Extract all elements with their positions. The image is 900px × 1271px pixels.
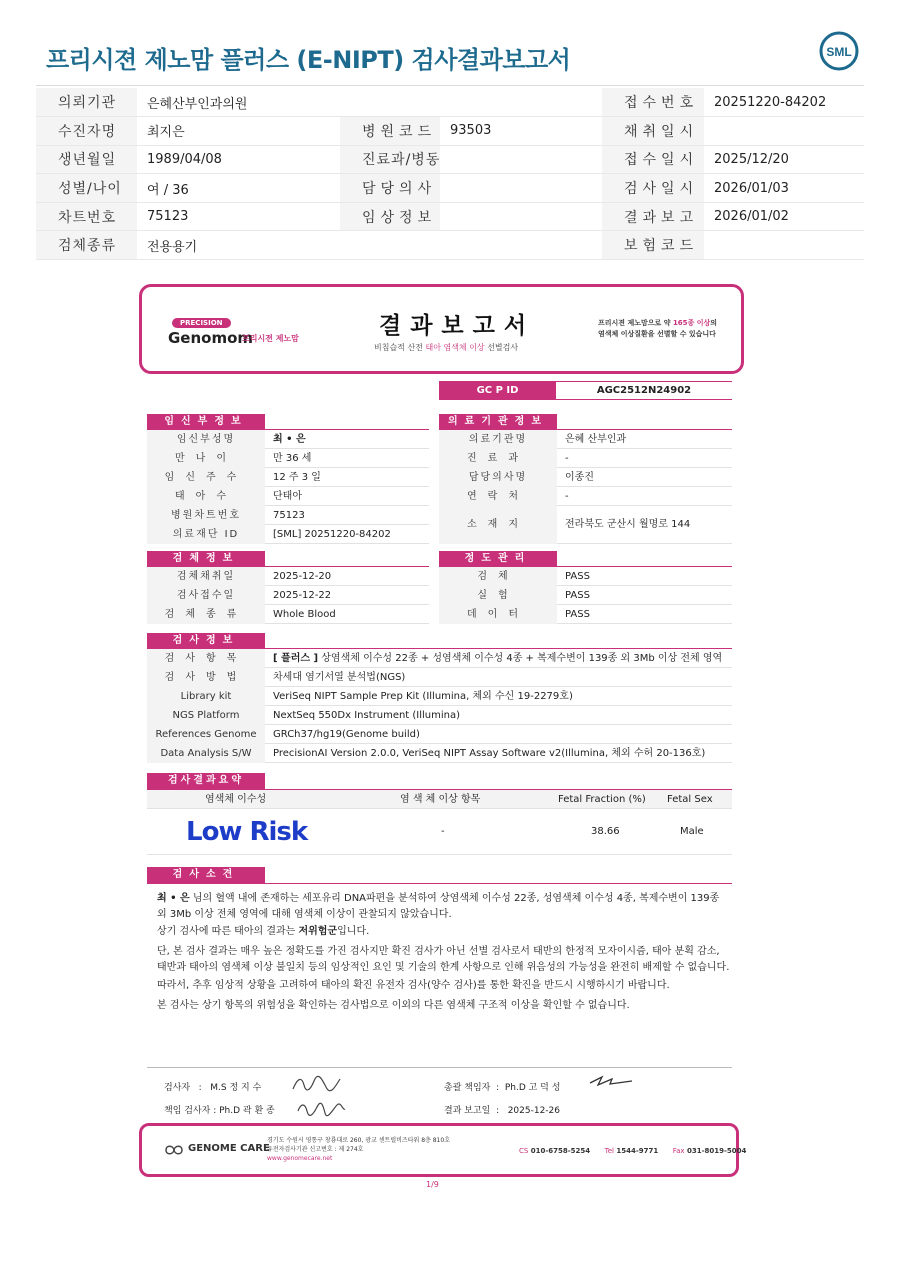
list-item: NGS Platform NextSeq 550Dx Instrument (Illumina)	[147, 706, 732, 725]
list-item: References Genome GRCh37/hg19(Genome build)	[147, 725, 732, 744]
report-date-value: 2026/01/02	[704, 202, 864, 231]
opinion-paragraph: 단, 본 검사 결과는 매우 높은 정확도를 가진 검사지만 확진 검사가 아닌 선별 검사로서 태반의 한정적 모자이시즘, 태아 분획 감소, 태반과 태아의 염색체 이상 불일치 등의 임상적인 요인 및 기술의 한계 사항으로 인해 위음성의 가능성을 완전히 배제할 수 없습니다.	[157, 946, 730, 973]
summary-section-header: 검사결과요약	[147, 773, 265, 789]
sml-logo-text: SML	[826, 45, 852, 59]
hospital-label: 의뢰기관	[36, 88, 137, 117]
col-fetal-sex: Fetal Sex	[667, 794, 713, 805]
birth-value: 1989/04/08	[137, 145, 340, 174]
opinion-section-header: 검사소견	[147, 867, 265, 883]
list-item: 검사방법 차세대 염기서열 분석법(NGS)	[147, 668, 732, 687]
opinion-paragraph: 최 • 은 님의 혈액 내에 존재하는 세포유리 DNA파편을 분석하여 상염색체 이수성 22종, 성염색체 이수성 4종, 복제수변이 139종 외 3Mb 이상 전체 영역에 대해 염색체 이상이 관찰되지 않았습니다.	[157, 893, 720, 920]
birth-label: 생년월일	[36, 145, 137, 174]
list-item: 담당의사명 이종진	[439, 468, 732, 487]
doctor-value	[440, 174, 602, 203]
hospital-code-label: 병원코드	[340, 117, 440, 146]
report-header-card	[139, 284, 744, 374]
divider	[147, 883, 732, 884]
gcpid-value: AGC2512N24902	[556, 381, 732, 400]
name-value: 최지은	[137, 117, 340, 146]
clinical-label: 임상정보	[340, 202, 440, 231]
opinion-paragraph: 상기 검사에 따른 태아의 결과는 저위험군입니다.	[157, 926, 370, 937]
test-section-header: 검사정보	[147, 633, 265, 649]
table-row	[36, 145, 864, 174]
list-item: Library kit VeriSeq NIPT Sample Prep Kit (Illumina, 체외 수신 19-2279호)	[147, 687, 732, 706]
list-item: 병원차트번호 75123	[147, 506, 429, 525]
footer-card	[139, 1123, 747, 1177]
dept-label: 진료과/병동	[340, 145, 440, 174]
dept-value	[440, 145, 602, 174]
list-item: Data Analysis S/W PrecisionAI Version 2.0.0, VeriSeq NIPT Assay Software v2(Illumina, 체외 수허 20-136호)	[147, 744, 732, 763]
col-aneuploidy: 염색체 이수성	[205, 794, 267, 805]
divider	[147, 854, 732, 855]
qc-section-header: 정도관리	[439, 551, 557, 567]
test-date-value: 2026/01/03	[704, 174, 864, 203]
list-item: 실험 PASS	[439, 586, 732, 605]
list-item: 임신부성명 최 • 은	[147, 430, 429, 449]
list-item: 의료기관명 은혜 산부인과	[439, 430, 732, 449]
precision-badge: PRECISION	[172, 318, 231, 328]
gcpid-label: GC P ID	[439, 381, 556, 400]
specimen-value: 전용용기	[137, 231, 602, 260]
summary-header-row	[147, 790, 732, 809]
genome-care-brand: GENOME CARE	[188, 1143, 270, 1154]
institution-section-header: 의료기관정보	[439, 414, 557, 430]
table-row	[36, 174, 864, 203]
specimen-section-header: 검체정보	[147, 551, 265, 567]
chart-no-value: 75123	[137, 202, 340, 231]
abnormal-value: -	[441, 826, 445, 837]
sml-logo-icon	[818, 30, 860, 72]
report-note: 프리시젼 제노맘으로 약 165종 이상의 염색체 이상질환을 선별할 수 있습니다	[598, 319, 718, 338]
list-item: 검체채취일 2025-12-20	[147, 567, 429, 586]
sex-age-value: 여 / 36	[137, 174, 340, 203]
opinion-paragraph: 본 검사는 상기 항목의 위험성을 확인하는 검사법으로 이외의 다른 염색체 구조적 이상을 확인할 수 없습니다.	[157, 1000, 630, 1011]
receive-date-value: 2025/12/20	[704, 145, 864, 174]
genome-care-logo-icon	[164, 1144, 184, 1156]
list-item: 검사접수일 2025-12-22	[147, 586, 429, 605]
col-fetal-fraction: Fetal Fraction (%)	[558, 794, 646, 805]
list-item: 태아수 단태아	[147, 487, 429, 506]
divider	[147, 1067, 732, 1068]
fetal-sex-value: Male	[680, 826, 704, 837]
genomom-brand-sub: 프리시젼 제노맘	[242, 334, 299, 343]
hospital-value: 은혜산부인과의원	[137, 88, 602, 117]
list-item: 데이터 PASS	[439, 605, 732, 624]
signature-icon	[588, 1073, 634, 1089]
list-item: 검체 PASS	[439, 567, 732, 586]
pregnant-section-header: 임신부정보	[147, 414, 265, 430]
genomom-brand: Genomom	[168, 329, 254, 347]
footer-contact: CS 010-6758-5254 Tel 1544-9771 Fax 031-8019-5004	[519, 1147, 747, 1155]
table-row	[36, 202, 864, 231]
report-date-label: 결과보고	[602, 202, 704, 231]
collect-date-label: 채취일시	[602, 117, 704, 146]
receipt-no-value: 20251220-84202	[704, 88, 864, 117]
report-date-line: 결과 보고일 : 2025-12-26	[444, 1106, 560, 1116]
patient-info-table	[36, 88, 864, 260]
signature-icon	[295, 1097, 347, 1119]
receive-date-label: 접수일시	[602, 145, 704, 174]
footer-address: 경기도 수원시 영통구 창룡대로 260, 광교 센트럴비즈타워 8층 810호 유전자검사기관 신고번호 : 제 274호 www.genomecare.net	[267, 1137, 450, 1162]
list-item: 진료과 -	[439, 449, 732, 468]
report-subtitle: 비침습적 산전 태아 염색체 이상 선별검사	[374, 343, 519, 352]
receipt-no-label: 접수번호	[602, 88, 704, 117]
report-title: 결과보고서	[379, 313, 536, 339]
specimen-label: 검체종류	[36, 231, 137, 260]
list-item: 검사항목 [ 플러스 ] 상염색체 이수성 22종 + 성염색체 이수성 4종 + 복제수변이 139종 외 3Mb 이상 전체 영역	[147, 649, 732, 668]
signature-icon	[290, 1073, 342, 1095]
list-item: 연락처 -	[439, 487, 732, 506]
page-title: 프리시젼 제노맘 플러스 (E-NIPT) 검사결과보고서	[46, 46, 571, 74]
collect-date-value	[704, 117, 864, 146]
col-abnormal: 염 색 체 이상 항목	[400, 794, 481, 805]
name-label: 수진자명	[36, 117, 137, 146]
opinion-paragraph: 따라서, 추후 임상적 상황을 고려하여 태아의 확진 유전자 검사(양수 검사)를 통한 확진을 반드시 시행하시기 바랍니다.	[157, 980, 670, 991]
list-item: 만나이 만 36 세	[147, 449, 429, 468]
list-item: 검체종류 Whole Blood	[147, 605, 429, 624]
risk-result: Low Risk	[186, 817, 308, 847]
table-row	[36, 231, 864, 260]
insurance-value	[704, 231, 864, 260]
list-item: 의료재단 ID [SML] 20251220-84202	[147, 525, 429, 544]
table-row	[36, 88, 864, 117]
page-number: 1/9	[426, 1180, 439, 1189]
clinical-value	[440, 202, 602, 231]
table-row	[36, 117, 864, 146]
list-item: 임신주수 12 주 3 일	[147, 468, 429, 487]
list-item: 소재지 전라북도 군산시 월명로 144	[439, 506, 732, 544]
responsible-signature-line: 책임 검사자 : Ph.D 곽 환 종	[164, 1106, 275, 1116]
fetal-fraction-value: 38.66	[591, 826, 620, 837]
sex-age-label: 성별/나이	[36, 174, 137, 203]
hospital-code-value: 93503	[440, 117, 602, 146]
tester-signature-line: 검사자 : M.S 정 지 수	[164, 1083, 262, 1093]
insurance-label: 보험코드	[602, 231, 704, 260]
divider	[36, 85, 864, 86]
chief-signature-line: 총괄 책임자 : Ph.D 고 덕 성	[444, 1083, 561, 1093]
doctor-label: 담당의사	[340, 174, 440, 203]
chart-no-label: 차트번호	[36, 202, 137, 231]
test-date-label: 검사일시	[602, 174, 704, 203]
